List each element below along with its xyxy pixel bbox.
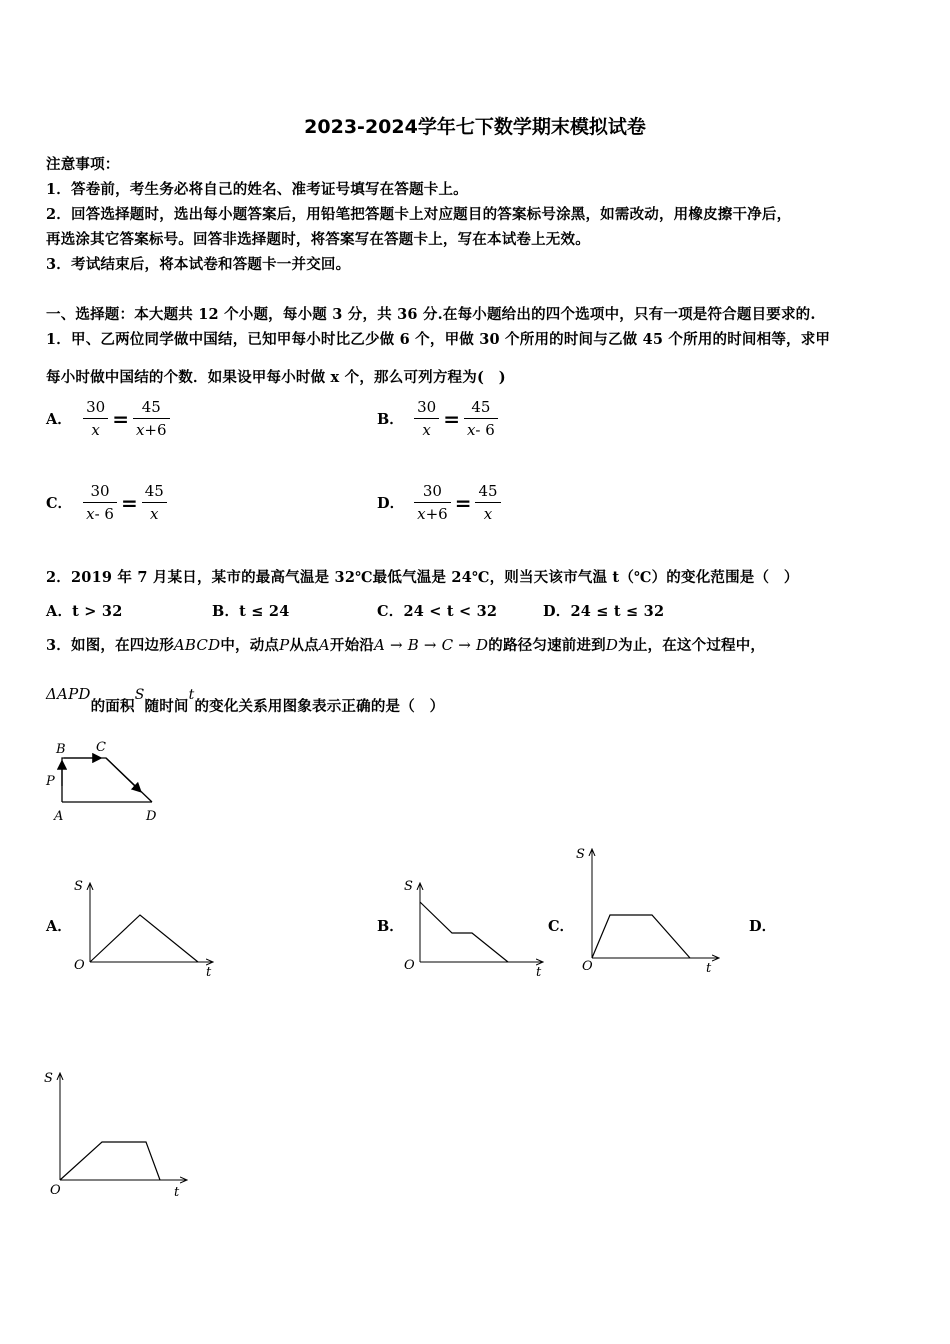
label-a: A <box>54 809 64 824</box>
notice-item-2-cont: 再选涂其它答案标号。回答非选择题时，将答案写在答题卡上，写在本试卷上无效。 <box>46 231 590 248</box>
den-var: x <box>466 421 476 439</box>
numerator: 30 <box>414 482 451 503</box>
fraction-right <box>133 398 170 439</box>
numerator: 30 <box>83 398 108 419</box>
q3-text: 的面积 <box>90 698 135 715</box>
q3-option-c-label[interactable]: C． <box>548 918 575 935</box>
option-label: B． <box>212 603 240 620</box>
option-label: C． <box>377 603 404 620</box>
denominator <box>83 419 108 439</box>
option-text: 24 ≤ t ≤ 32 <box>570 603 665 620</box>
fraction-right <box>142 482 167 523</box>
q3-text: 3．如图，在四边形 <box>46 637 174 654</box>
q3-math: D <box>605 636 619 654</box>
fraction-right <box>475 482 500 523</box>
q2-option-c[interactable] <box>377 600 497 621</box>
numerator: 45 <box>464 398 498 419</box>
q3-stem-line1 <box>46 634 765 655</box>
section-heading <box>46 303 816 324</box>
den-const: +6 <box>425 505 448 523</box>
origin: O <box>404 958 415 973</box>
quadrilateral-figure <box>44 736 174 826</box>
den-var: x <box>135 421 145 439</box>
fraction-left <box>414 482 451 523</box>
equals-sign: = <box>454 490 472 515</box>
graph-line <box>592 915 690 958</box>
den-const: +6 <box>144 421 167 439</box>
q3-option-b-label[interactable]: B． <box>377 918 404 935</box>
q1-option-a[interactable] <box>46 398 170 439</box>
option-text: t > 32 <box>72 603 123 620</box>
q2-stem: 2．2019 年 7 月某日，某市的最高气温是 32℃最低气温是 24℃，则当天该市气温 t（℃）的变化范围是（ ） <box>46 569 799 586</box>
q3-option-a-label[interactable]: A． <box>46 918 72 935</box>
den-var: x <box>86 505 95 523</box>
q3-text: 的路径匀速前进到 <box>488 637 606 654</box>
q3-math: ABCD <box>173 636 221 654</box>
notice-item-3: 3．考试结束后，将本试卷和答题卡一并交回。 <box>46 256 351 273</box>
graph-line <box>420 902 508 962</box>
fraction-left <box>83 482 117 523</box>
numerator: 30 <box>83 482 117 503</box>
den-var: x <box>150 505 159 523</box>
q2-option-d[interactable] <box>543 600 664 621</box>
equals-sign: = <box>120 490 138 515</box>
den-var: x <box>483 505 493 523</box>
fraction-right <box>464 398 498 439</box>
den-var: x <box>417 505 426 523</box>
origin: O <box>582 959 593 974</box>
equals-sign: = <box>112 406 129 431</box>
q3-text: 从点 <box>289 637 319 654</box>
label-p: P <box>46 774 55 789</box>
axis-t: t <box>206 965 212 980</box>
graph-d[interactable] <box>40 1064 200 1204</box>
origin: O <box>74 958 85 973</box>
q3-text: 随时间 <box>144 698 189 715</box>
q3-text: 为止，在这个过程中， <box>618 637 766 654</box>
q3-text: 中，动点 <box>220 637 280 654</box>
notice-heading: 注意事项： <box>46 156 120 173</box>
q3-math: t <box>188 687 195 703</box>
q1-stem-line2: 每小时做中国结的个数．如果设甲每小时做 x 个，那么可列方程为( ) <box>46 369 506 386</box>
denominator <box>133 419 170 439</box>
option-label: B． <box>377 411 404 428</box>
graph-c[interactable] <box>572 838 722 978</box>
q1-option-c[interactable] <box>46 482 167 523</box>
q2-option-b[interactable] <box>212 600 289 621</box>
axis-t: t <box>536 965 542 980</box>
option-label: C． <box>46 495 73 512</box>
denominator <box>414 419 439 439</box>
option-label: D． <box>543 603 571 620</box>
axis-t: t <box>174 1185 180 1200</box>
q2-option-a[interactable] <box>46 600 122 621</box>
den-const: - 6 <box>94 505 114 523</box>
numerator: 30 <box>414 398 439 419</box>
notice-item-1: 1．答卷前，考生务必将自己的姓名、准考证号填写在答题卡上。 <box>46 181 468 198</box>
q3-math: S <box>134 687 145 703</box>
denominator <box>83 503 117 523</box>
label-c: C <box>96 740 106 755</box>
denominator <box>142 503 167 523</box>
numerator: 45 <box>142 482 167 503</box>
notice-item-2: 2．回答选择题时，选出每小题答案后，用铅笔把答题卡上对应题目的答案标号涂黑，如需改动，用橡皮擦干净后， <box>46 206 792 223</box>
q1-stem-line1: 1．甲、乙两位同学做中国结，已知甲每小时比乙少做 6 个，甲做 30 个所用的时间与乙做 45 个所用的时间相等，求甲 <box>46 331 831 348</box>
option-label: A． <box>46 411 72 428</box>
graph-a[interactable] <box>70 872 220 982</box>
option-text: 24 < t < 32 <box>403 603 498 620</box>
origin: O <box>50 1183 61 1198</box>
equals-sign: = <box>443 406 460 431</box>
axis-s: S <box>404 879 413 894</box>
section-heading-text: 一、选择题：本大题共 12 个小题，每小题 3 分，共 36 分.在每小题给出的四个选项中，只有一项是符合题目要求的. <box>46 306 816 323</box>
fraction-left <box>83 398 108 439</box>
denominator <box>464 419 498 439</box>
den-var: x <box>91 421 100 439</box>
q1-option-b[interactable] <box>377 398 498 439</box>
q3-option-d-label[interactable]: D． <box>749 918 777 935</box>
axis-s: S <box>576 847 585 862</box>
q1-option-d[interactable] <box>377 482 501 523</box>
q3-text: 的变化关系用图象表示正确的是（ ） <box>194 698 445 715</box>
graph-line <box>90 915 198 962</box>
axis-s: S <box>44 1071 53 1086</box>
denominator <box>475 503 500 523</box>
den-const: - 6 <box>475 421 495 439</box>
den-var: x <box>422 421 431 439</box>
option-label: A． <box>46 603 73 620</box>
page-title: 2023-2024学年七下数学期末模拟试卷 <box>304 116 646 138</box>
label-d: D <box>146 809 157 824</box>
denominator <box>414 503 451 523</box>
option-label: D． <box>377 495 405 512</box>
axis-s: S <box>74 879 83 894</box>
label-b: B <box>56 742 66 757</box>
q3-math: A → B → C → D <box>374 636 489 654</box>
q3-stem-line2 <box>46 685 445 716</box>
graph-b[interactable] <box>400 872 550 982</box>
q3-text: 开始沿 <box>329 637 374 654</box>
axis-t: t <box>706 961 712 976</box>
q3-math: ΔAPD <box>46 685 91 703</box>
fraction-left <box>414 398 439 439</box>
q3-math: A <box>318 636 330 654</box>
numerator: 45 <box>133 398 170 419</box>
q3-math: P <box>279 636 290 654</box>
numerator: 45 <box>475 482 500 503</box>
graph-line <box>60 1142 160 1180</box>
option-text: t ≤ 24 <box>239 603 290 620</box>
